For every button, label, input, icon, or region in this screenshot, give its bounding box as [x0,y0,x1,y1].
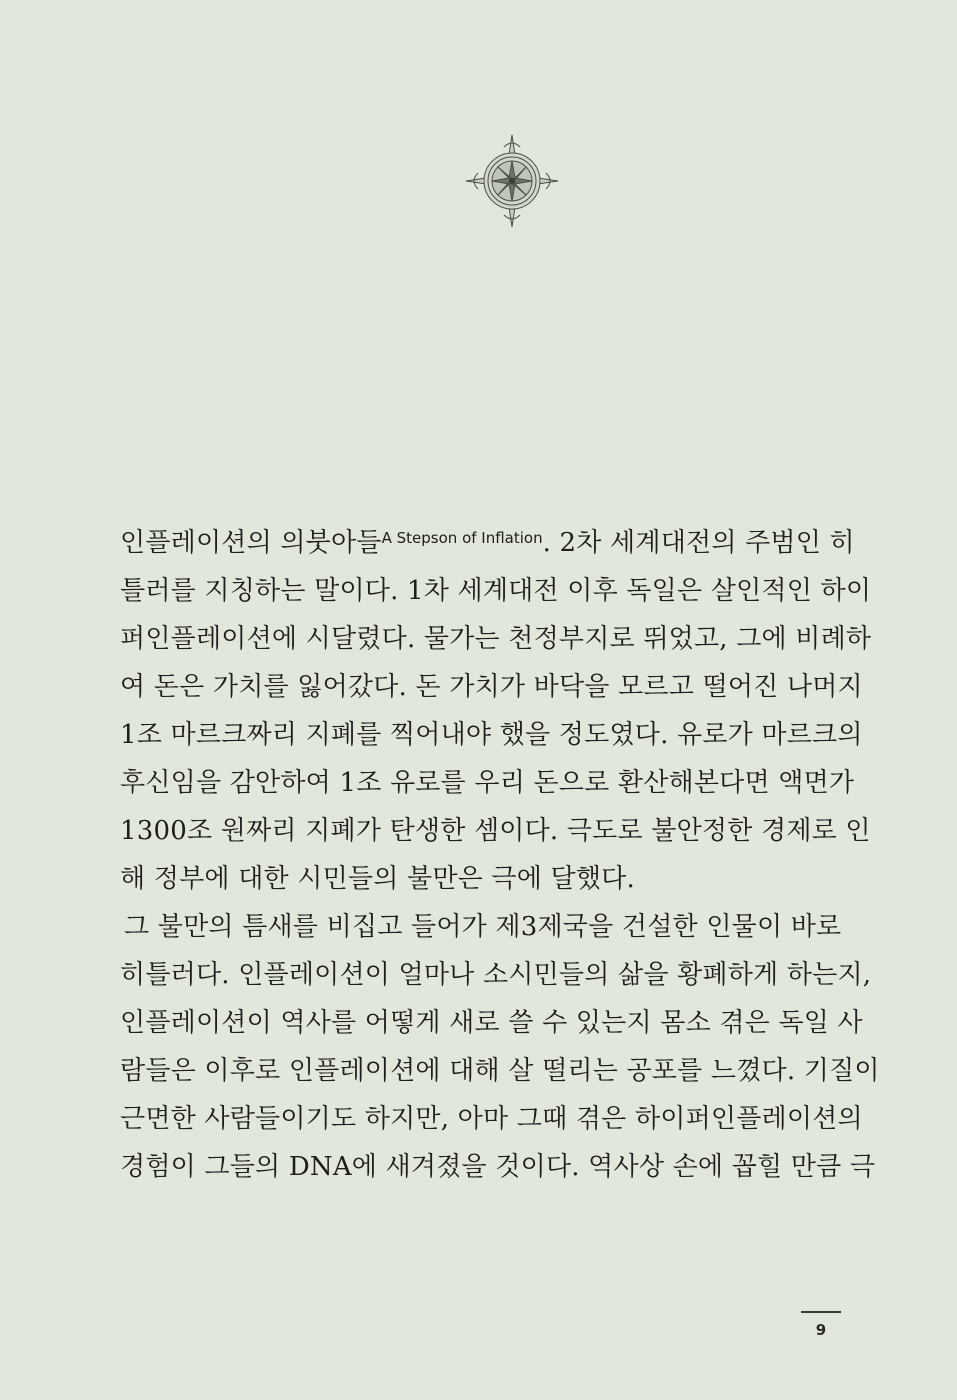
text-line: 1300조 원짜리 지폐가 탄생한 셈이다. 극도로 불안정한 경제로 인 [120,816,871,846]
text-line: 경험이 그들의 DNA에 새겨졌을 것이다. 역사상 손에 꼽힐 만큼 극 [120,1152,876,1182]
text-line: 근면한 사람들이기도 하지만, 아마 그때 겪은 하이퍼인플레이션의 [120,1104,863,1134]
text-line [120,903,840,951]
page-number: 9 [801,1311,841,1339]
text-line: 인플레이션이 역사를 어떻게 새로 쓸 수 있는지 몸소 겪은 독일 사 [120,1008,863,1038]
text-line: 해 정부에 대한 시민들의 불만은 극에 달했다. [120,864,635,894]
text-line: 히틀러다. 인플레이션이 얼마나 소시민들의 삶을 황폐하게 하는지, [120,960,872,990]
body-text [120,514,880,1191]
text-line: 람들은 이후로 인플레이션에 대해 살 떨리는 공포를 느꼈다. 기질이 [120,1056,880,1086]
text-line: 여 돈은 가치를 잃어갔다. 돈 가치가 바닥을 모르고 떨어진 나머지 [120,672,863,702]
text-line: 1조 마르크짜리 지폐를 찍어내야 했을 정도였다. 유로가 마르크의 [120,720,863,750]
paragraph-1 [120,514,872,903]
text-run: 그 불만의 틈새를 비집고 들어가 제3제국을 건설한 인물이 바로 [124,912,842,942]
text-run: . 2차 세계대전의 주범인 히 [542,528,855,558]
text-run: 인플레이션의 의붓아들 [120,528,382,558]
text-line: 퍼인플레이션에 시달렸다. 물가는 천정부지로 뛰었고, 그에 비례하 [120,624,872,654]
text-line: 후신임을 감안하여 1조 유로를 우리 돈으로 환산해본다면 액면가 [120,768,855,798]
compass-rose-icon [464,133,560,229]
english-gloss: A Stepson of Inflation [381,529,543,547]
text-line: 틀러를 지칭하는 말이다. 1차 세계대전 이후 독일은 살인적인 하이 [120,576,872,606]
text-line [120,514,855,567]
paragraph-2 [120,903,880,1191]
